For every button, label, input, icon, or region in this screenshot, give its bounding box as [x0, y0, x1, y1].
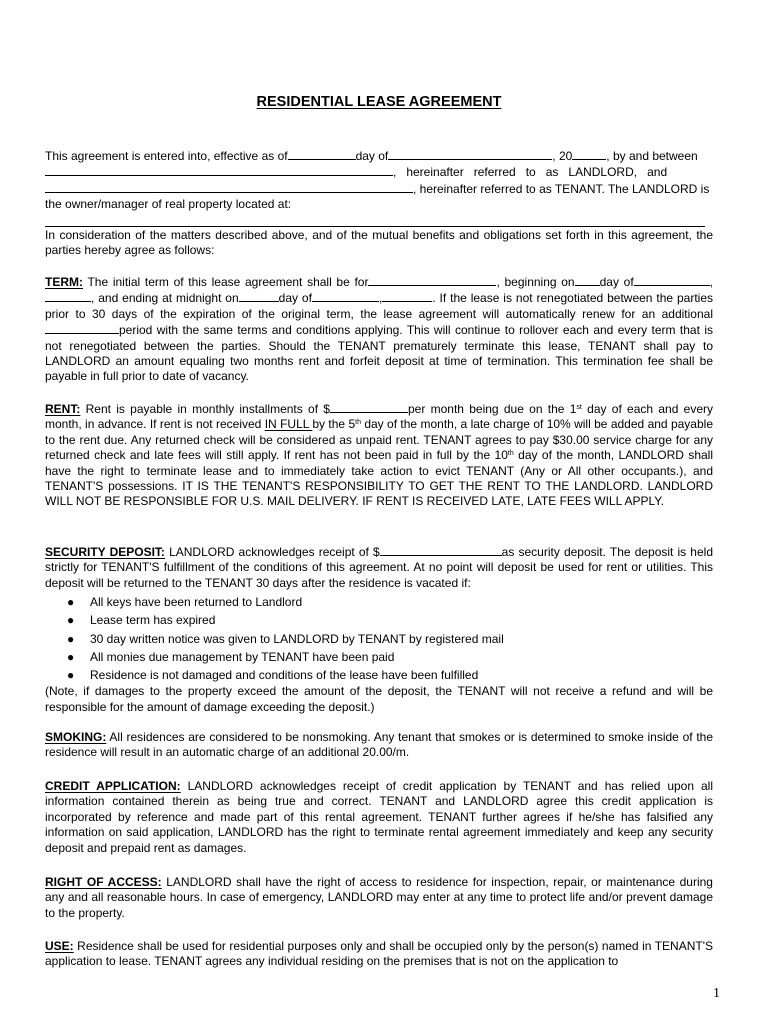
renewal-period-blank[interactable]: [45, 322, 119, 334]
bullet-icon: ●: [67, 631, 75, 646]
term-length-blank[interactable]: [368, 274, 496, 286]
monthly-rent-blank[interactable]: [330, 401, 408, 413]
list-item: ● 30 day written notice was given to LANDLORD by TENANT by registered mail: [45, 630, 713, 648]
effective-year-blank[interactable]: [572, 148, 606, 160]
right-of-access-section: RIGHT OF ACCESS: LANDLORD shall have the right of access to residence for inspection, repair, or maintenance during any and all reasonable hours. In case of emergency, LANDLORD may enter at any time to protect life and/or prevent damage to the property.: [45, 875, 713, 920]
bullet-icon: ●: [67, 595, 75, 610]
end-month-blank[interactable]: [312, 290, 379, 302]
deposit-conditions-list: [45, 593, 713, 684]
bullet-icon: ●: [67, 668, 75, 683]
document-title: RESIDENTIAL LEASE AGREEMENT: [256, 94, 502, 110]
credit-application-heading: CREDIT APPLICATION:: [45, 779, 181, 793]
intro-section: [45, 148, 713, 258]
begin-day-blank[interactable]: [575, 274, 600, 286]
effective-day-blank[interactable]: [288, 148, 356, 160]
begin-month-blank[interactable]: [634, 274, 710, 286]
smoking-section: SMOKING: All residences are considered to be nonsmoking. Any tenant that smokes or is determined to smoke inside of the residence will result in an automatic charge of an additional 20.00/m.: [45, 730, 713, 760]
use-section: USE: Residence shall be used for residential purposes only and shall be occupied only by the person(s) named in TENANT'S application to lease. TENANT agrees any individual residing on the premises that is not on the application to: [45, 939, 713, 969]
bullet-icon: ●: [67, 649, 75, 664]
begin-year-blank[interactable]: [45, 290, 91, 302]
deposit-amount-blank[interactable]: [380, 544, 502, 556]
security-deposit-heading: SECURITY DEPOSIT:: [45, 545, 165, 559]
landlord-name-blank[interactable]: [45, 164, 393, 176]
end-day-blank[interactable]: [239, 290, 279, 302]
page-number: 1: [713, 986, 720, 1001]
list-item: ● All monies due management by TENANT have been paid: [45, 648, 713, 666]
bullet-icon: ●: [67, 613, 75, 628]
smoking-heading: SMOKING:: [45, 730, 107, 744]
rent-heading: RENT:: [45, 402, 81, 416]
rent-section: RENT: Rent is payable in monthly installments of $ per month being due on the 1st day of each and every month, in advance. If rent is not received IN FULL by the 5th day of the month, a late charge of 10% will be added and payable to the rent due. Any returned check will be considered as unpaid rent. TENANT agrees to pay $30.00 service charge for any returned check and late fees will still apply. If rent has not been paid in full by the 10th day of the month, LANDLORD shall have the right to terminate lease and to immediately take action to evict TENANT (Any or All other occupants.), and TENANT'S possessions. IT IS THE TENANT'S RESPONSIBILITY TO GET THE RENT TO THE LANDLORD. LANDLORD WILL NOT BE RESPONSIBLE FOR U.S. MAIL DELIVERY. IF RENT IS RECEIVED LATE, LATE FEES WILL APPLY.: [45, 402, 713, 509]
use-heading: USE:: [45, 939, 74, 953]
end-year-blank[interactable]: [382, 290, 432, 302]
security-deposit-section: SECURITY DEPOSIT: LANDLORD acknowledges receipt of $ as security deposit. The deposit is held strictly for TENANT'S fulfillment of the conditions of this agreement. At no point will deposit be used for rent or utilities. This deposit will be returned to the TENANT 30 days after the residence is vacated if: ● All keys have been returned to Landlord ● Lease term has expired ● 30 day written notice was given to LANDLORD by TENANT by registered mail ● All monies due management by TENANT have been paid ● Residence is not damaged and conditions of the lease have been fulfilled (Note, if damages to the property exceed the amount of the deposit, the TENANT will not receive a refund and will be responsible for the amount of damage exceeding the deposit.): [45, 545, 713, 714]
term-section: TERM: The initial term of this lease agreement shall be for , beginning on day of , , and ending at midnight on day of , . If the lease is not renegotiated between the parties prior to 30 days of the expiration of the original term, the lease agreement will automatically renew for an additional period with the same terms and conditions applying. This will continue to rollover each and every term that is not renegotiated between the parties. Should the TENANT prematurely terminate this lease, TENANT shall pay to LANDLORD an amount equaling two months rent and forfeit deposit at time of termination. This termination fee shall be payable in full prior to date of vacancy.: [45, 275, 714, 384]
property-address-blank[interactable]: [45, 214, 705, 227]
consideration-paragraph: In consideration of the matters described above, and of the mutual benefits and obligations set forth in this agreement, the parties hereby agree as follows:: [45, 227, 713, 258]
tenant-name-blank[interactable]: [45, 181, 413, 193]
deposit-note: (Note, if damages to the property exceed the amount of the deposit, the TENANT will not receive a refund and will be responsible for the amount of damage exceeding the deposit.): [45, 684, 713, 714]
intro-paragraph: This agreement is entered into, effective as of day of , 20 , by and between , hereinafter referred to as LANDLORD, and , hereinafter referred to as TENANT. The LANDLORD is the owner/manager of real property located at:: [45, 149, 710, 212]
list-item: ● Residence is not damaged and conditions of the lease have been fulfilled: [45, 666, 713, 684]
list-item: ● Lease term has expired: [45, 611, 713, 629]
effective-month-blank[interactable]: [388, 148, 552, 160]
credit-application-section: CREDIT APPLICATION: LANDLORD acknowledges receipt of credit application by TENANT and has relied upon all information contained therein as being true and correct. TENANT and LANDLORD agree this credit application is incorporated by reference and made part of this rental agreement. TENANT further agrees if he/she has falsified any information on said application, LANDLORD has the right to terminate rental agreement immediately and keep any security deposit and prepaid rent as damages.: [45, 779, 713, 855]
list-item: ● All keys have been returned to Landlord: [45, 593, 713, 611]
right-of-access-heading: RIGHT OF ACCESS:: [45, 875, 162, 889]
term-heading: TERM:: [45, 275, 83, 289]
